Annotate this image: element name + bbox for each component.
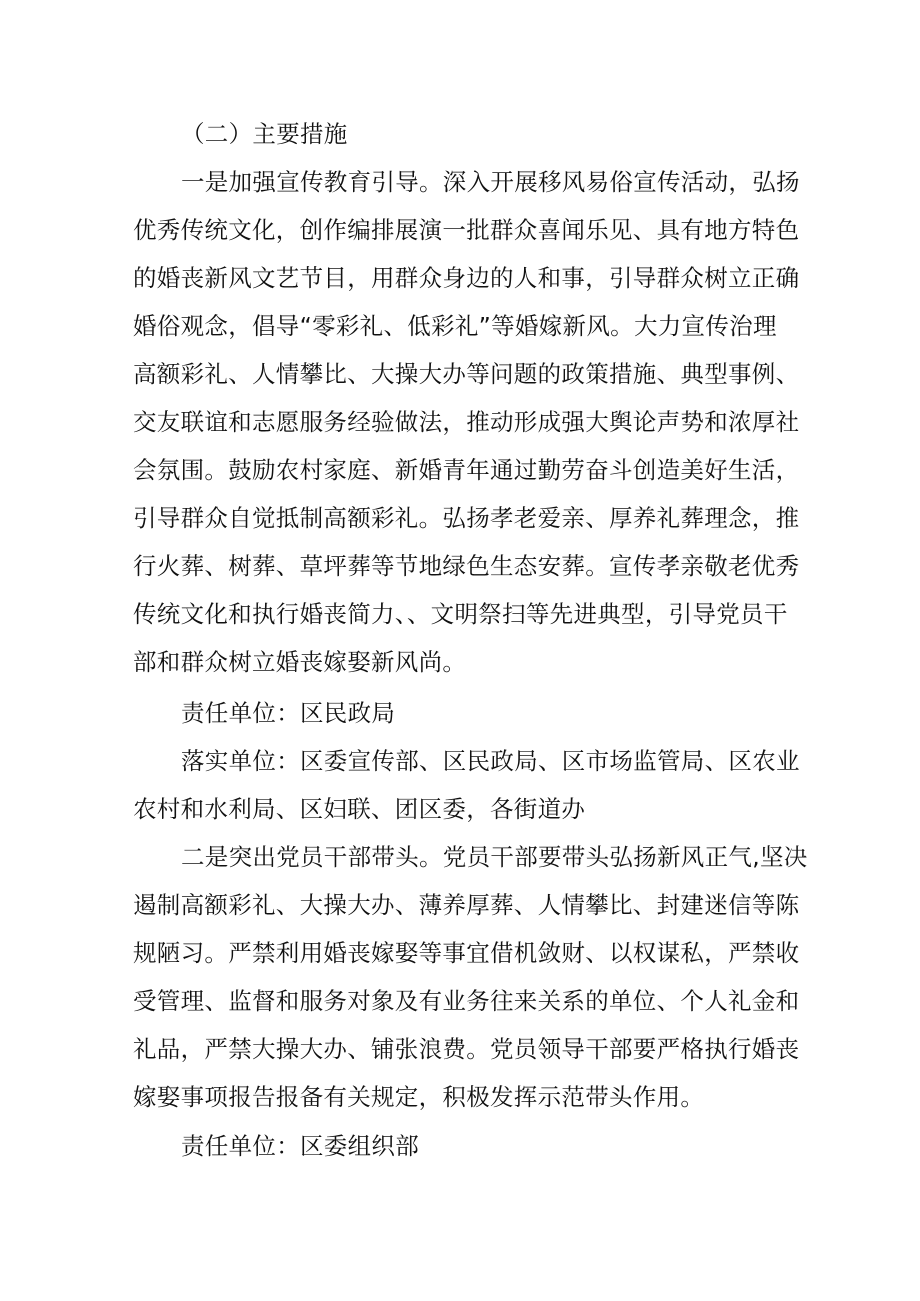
responsible-unit: 责任单位：区委组织部 <box>181 1132 419 1160</box>
paragraph-line: 婚俗观念，倡导“零彩礼、低彩礼”等婚嫁新风。大力宣传治理 <box>133 312 777 340</box>
responsible-unit: 责任单位：区民政局 <box>181 699 396 727</box>
implementing-units-line: 农村和水利局、区妇联、团区委，各街道办 <box>133 795 586 823</box>
paragraph-line: 的婚丧新风文艺节目，用群众身边的人和事，引导群众树立正确 <box>133 264 800 292</box>
paragraph-line: 传统文化和执行婚丧简力、、文明祭扫等先进典型，引导党员干 <box>133 600 788 628</box>
paragraph-line: 交友联谊和志愿服务经验做法，推动形成强大舆论声势和浓厚社 <box>133 408 800 436</box>
paragraph-line: 行火葬、树葬、草坪葬等节地绿色生态安葬。宣传孝亲敬老优秀 <box>133 552 800 580</box>
section-heading: （二）主要措施 <box>181 120 348 148</box>
paragraph-line: 二是突出党员干部带头。党员干部要带头弘扬新风正气,坚决 <box>181 843 808 871</box>
paragraph-line: 礼品，严禁大操大办、铺张浪费。党员领导干部要严格执行婚丧 <box>133 1035 800 1063</box>
paragraph-line: 部和群众树立婚丧嫁娶新风尚。 <box>133 648 467 676</box>
paragraph-line: 受管理、监督和服务对象及有业务往来关系的单位、个人礼金和 <box>133 987 800 1015</box>
paragraph-line: 嫁娶事项报告报备有关规定，积极发挥示范带头作用。 <box>133 1083 705 1111</box>
paragraph-line: 引导群众自觉抵制高额彩礼。弘扬孝老爱亲、厚养礼葬理念，推 <box>133 504 800 532</box>
paragraph-line: 规陋习。严禁利用婚丧嫁娶等事宜借机敛财、以权谋私，严禁收 <box>133 939 800 967</box>
paragraph-line: 会氛围。鼓励农村家庭、新婚青年通过勤劳奋斗创造美好生活， <box>133 456 800 484</box>
implementing-units-line: 落实单位：区委宣传部、区民政局、区市场监管局、区农业 <box>181 747 800 775</box>
paragraph-line: 高额彩礼、人情攀比、大操大办等问题的政策措施、典型事例、 <box>133 360 800 388</box>
paragraph-line: 一是加强宣传教育引导。深入开展移风易俗宣传活动，弘扬 <box>181 168 800 196</box>
paragraph-line: 优秀传统文化，创作编排展演一批群众喜闻乐见、具有地方特色 <box>133 216 800 244</box>
paragraph-line: 遏制高额彩礼、大操大办、薄养厚葬、人情攀比、封建迷信等陈 <box>133 891 800 919</box>
